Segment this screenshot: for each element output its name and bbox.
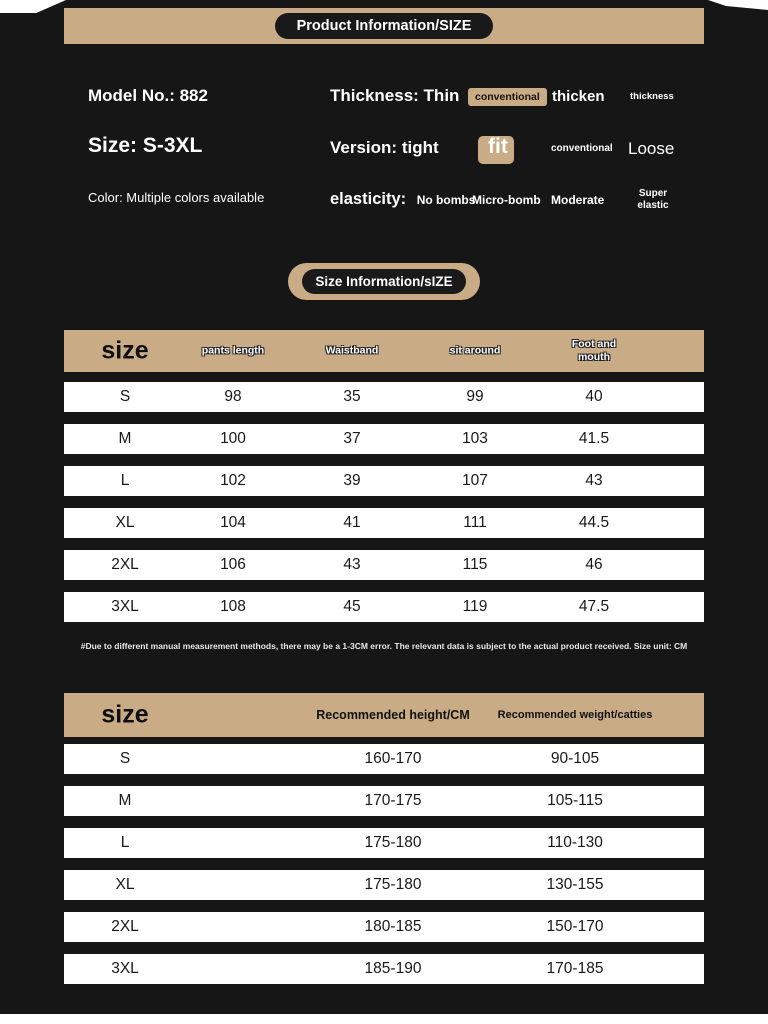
- size-table-header: [64, 330, 704, 372]
- cell-foot-mouth: 46: [585, 556, 603, 573]
- hw-table-header-weight: Recommended weight/catties: [497, 709, 653, 721]
- cell-height: 185-190: [364, 960, 422, 977]
- cell-pants-length: 100: [220, 430, 246, 447]
- size-table-header-foot-mouth: Foot and mouth: [571, 337, 617, 363]
- version-label: [330, 138, 439, 158]
- corner-artifact: [708, 0, 768, 10]
- cell-pants-length: 108: [220, 598, 246, 615]
- cell-weight: 105-115: [547, 792, 603, 809]
- cell-sit-around: 119: [462, 598, 488, 615]
- cell-waistband: 45: [343, 598, 361, 615]
- cell-foot-mouth: 43: [585, 472, 603, 489]
- version-value: tight: [401, 138, 439, 157]
- version-option-loose: Loose: [628, 139, 675, 158]
- table-row: [64, 550, 704, 580]
- product-info-banner-title: Product Information/SIZE: [275, 13, 494, 39]
- measurement-note: #Due to different manual measurement methods, there may be a 1-3CM error. The relevant data is subject to the actual product received. Size unit: CM: [80, 641, 688, 651]
- cell-size: 2XL: [111, 556, 139, 573]
- cell-size: XL: [115, 514, 135, 531]
- table-row: [64, 508, 704, 538]
- size-table-header-sit-around: sit around: [449, 344, 501, 357]
- hw-table-header-size: size: [101, 700, 149, 729]
- table-row: [64, 382, 704, 412]
- cell-waistband: 39: [343, 472, 361, 489]
- cell-weight: 170-185: [546, 960, 604, 977]
- elasticity-label: [330, 190, 475, 209]
- cell-waistband: 35: [343, 388, 361, 405]
- cell-waistband: 37: [343, 430, 361, 447]
- cell-sit-around: 99: [466, 388, 484, 405]
- table-row: [64, 786, 704, 816]
- product-info-banner: [64, 8, 704, 44]
- hw-table-header-height: Recommended height/CM: [316, 708, 470, 722]
- cell-size: 3XL: [111, 960, 139, 977]
- table-row: [64, 870, 704, 900]
- size-table-header-waistband: Waistband: [325, 344, 379, 357]
- table-row: [64, 424, 704, 454]
- cell-pants-length: 104: [220, 514, 246, 531]
- height-weight-table-body: [64, 744, 704, 996]
- bottom-edge-artifact: [0, 1014, 768, 1024]
- thickness-option-thickness: thickness: [630, 91, 674, 102]
- cell-pants-length: 106: [220, 556, 246, 573]
- cell-size: L: [120, 472, 130, 489]
- size-table-header-pants-length: pants length: [201, 344, 265, 357]
- size-table-header-size: size: [101, 336, 149, 365]
- elasticity-option-moderate: Moderate: [551, 193, 605, 207]
- table-row: [64, 912, 704, 942]
- color-info: Color: Multiple colors available: [88, 190, 265, 205]
- cell-pants-length: 102: [220, 472, 246, 489]
- cell-sit-around: 115: [462, 556, 488, 573]
- elasticity-label-text: elasticity:: [330, 190, 407, 208]
- cell-waistband: 43: [343, 556, 361, 573]
- elasticity-option-micro-bomb: Micro-bomb: [472, 193, 541, 207]
- cell-weight: 90-105: [550, 750, 600, 767]
- cell-height: 175-180: [364, 876, 422, 893]
- size-table-body: [64, 382, 704, 634]
- cell-size: M: [118, 430, 132, 447]
- thickness-value: Thin: [423, 86, 460, 105]
- cell-size: S: [119, 750, 131, 767]
- cell-size: XL: [115, 876, 135, 893]
- size-range: Size: S-3XL: [88, 134, 203, 157]
- table-row: [64, 828, 704, 858]
- thickness-label-text: Thickness:: [330, 86, 419, 105]
- cell-pants-length: 98: [224, 388, 242, 405]
- table-row: [64, 744, 704, 774]
- elasticity-value: No bombs: [416, 193, 476, 207]
- cell-sit-around: 103: [462, 430, 488, 447]
- cell-sit-around: 107: [462, 472, 488, 489]
- table-row: [64, 592, 704, 622]
- cell-height: 170-175: [364, 792, 422, 809]
- thickness-label: [330, 86, 459, 106]
- size-info-banner-title: Size Information/sIZE: [302, 269, 465, 294]
- elasticity-option-super-elastic: Super elastic: [637, 188, 669, 211]
- cell-size: 3XL: [111, 598, 139, 615]
- version-option-conventional: conventional: [551, 143, 613, 154]
- table-row: [64, 466, 704, 496]
- model-number: Model No.: 882: [88, 86, 208, 105]
- cell-sit-around: 111: [463, 514, 487, 531]
- cell-height: 160-170: [364, 750, 422, 767]
- cell-weight: 130-155: [546, 876, 604, 893]
- cell-foot-mouth: 40: [585, 388, 603, 405]
- table-row: [64, 954, 704, 984]
- corner-artifact: [0, 0, 66, 13]
- cell-foot-mouth: 44.5: [578, 514, 610, 531]
- cell-foot-mouth: 47.5: [578, 598, 610, 615]
- cell-height: 175-180: [364, 834, 422, 851]
- thickness-option-thicken: thicken: [552, 88, 605, 105]
- cell-size: S: [119, 388, 131, 405]
- cell-weight: 150-170: [546, 918, 604, 935]
- cell-height: 180-185: [364, 918, 422, 935]
- height-weight-table-header: [64, 693, 704, 737]
- version-label-text: Version:: [330, 138, 398, 157]
- cell-size: M: [118, 792, 132, 809]
- version-option-fit: fit: [488, 135, 508, 158]
- cell-waistband: 41: [343, 514, 361, 531]
- thickness-option-conventional: conventional: [468, 88, 547, 106]
- cell-size: 2XL: [111, 918, 139, 935]
- size-info-banner: [288, 263, 480, 300]
- cell-foot-mouth: 41.5: [578, 430, 610, 447]
- cell-weight: 110-130: [547, 834, 603, 851]
- cell-size: L: [120, 834, 130, 851]
